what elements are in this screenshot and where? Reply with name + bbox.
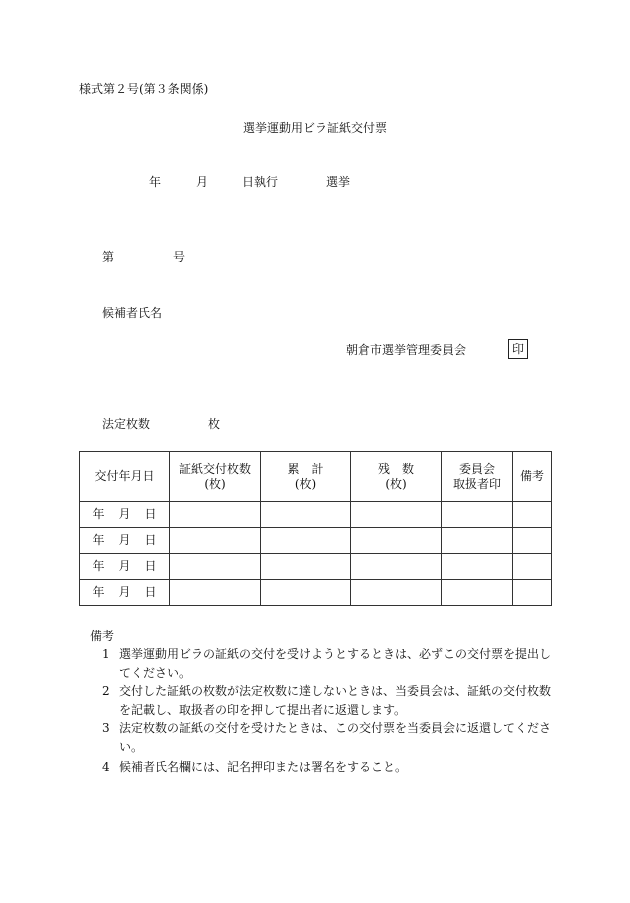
remark-item [102, 719, 552, 757]
election-label: 選挙 [326, 175, 351, 189]
legal-count-label: 法定枚数 [102, 417, 151, 431]
committee-seal-cell[interactable] [442, 580, 513, 606]
remaining-cell[interactable] [351, 580, 442, 606]
remark-number: 2 [102, 684, 110, 698]
header-stamps-issued: 証紙交付枚数 (枚) [170, 452, 261, 502]
remarks-title: 備考 [90, 629, 115, 643]
remaining-cell[interactable] [351, 502, 442, 528]
issue-date-cell[interactable]: 年 月 日 [80, 554, 170, 580]
stamps-issued-cell[interactable] [170, 502, 261, 528]
table-row [80, 554, 552, 580]
remark-number: 4 [102, 760, 110, 774]
remarks-cell[interactable] [513, 502, 552, 528]
stamps-issued-cell[interactable] [170, 528, 261, 554]
remarks-cell[interactable] [513, 528, 552, 554]
number-prefix: 第 [102, 250, 115, 264]
stamps-issued-cell[interactable] [170, 580, 261, 606]
header-remarks: 備考 [513, 452, 552, 502]
election-year-label: 年 [149, 175, 162, 189]
candidate-name-label: 候補者氏名 [102, 306, 163, 320]
remarks-cell[interactable] [513, 580, 552, 606]
cumulative-cell[interactable] [261, 580, 351, 606]
committee-seal-cell[interactable] [442, 502, 513, 528]
remark-number: 1 [102, 647, 110, 661]
election-month-label: 月 [196, 175, 209, 189]
remark-text: 候補者氏名欄には、記名押印または署名をすること。 [119, 760, 408, 774]
document-title: 選挙運動用ビラ証紙交付票 [242, 121, 387, 135]
remark-text: 選挙運動用ビラの証紙の交付を受けようとするときは、必ずこの交付票を提出してください。 [119, 647, 552, 680]
remark-number: 3 [102, 721, 110, 735]
seal-stamp-box: 印 [508, 339, 528, 359]
legal-count-unit: 枚 [208, 417, 221, 431]
header-remaining: 残 数 (枚) [351, 452, 442, 502]
remaining-cell[interactable] [351, 528, 442, 554]
remark-item [102, 758, 552, 777]
issue-date-cell[interactable]: 年 月 日 [80, 580, 170, 606]
remark-item [102, 645, 552, 683]
election-day-label: 日執行 [242, 175, 279, 189]
header-cumulative: 累 計 (枚) [261, 452, 351, 502]
cumulative-cell[interactable] [261, 554, 351, 580]
remark-item [102, 682, 552, 720]
header-committee-seal: 委員会 取扱者印 [442, 452, 513, 502]
committee-name: 朝倉市選挙管理委員会 [346, 343, 467, 357]
header-issue-date: 交付年月日 [80, 452, 170, 502]
form-number: 様式第２号(第３条関係) [79, 82, 209, 96]
table-row [80, 502, 552, 528]
committee-seal-cell[interactable] [442, 528, 513, 554]
cumulative-cell[interactable] [261, 528, 351, 554]
stamps-issued-cell[interactable] [170, 554, 261, 580]
issue-date-cell[interactable]: 年 月 日 [80, 502, 170, 528]
issuance-record-table [79, 451, 552, 606]
remark-text: 交付した証紙の枚数が法定枚数に達しないときは、当委員会は、証紙の交付枚数を記載し、取扱者の印を押して提出者に返還します。 [119, 684, 552, 717]
committee-seal-cell[interactable] [442, 554, 513, 580]
issue-date-cell[interactable]: 年 月 日 [80, 528, 170, 554]
remark-text: 法定枚数の証紙の交付を受けたときは、この交付票を当委員会に返還してください。 [119, 721, 552, 754]
table-row [80, 580, 552, 606]
table-row [80, 528, 552, 554]
remarks-cell[interactable] [513, 554, 552, 580]
number-suffix: 号 [173, 250, 186, 264]
cumulative-cell[interactable] [261, 502, 351, 528]
remaining-cell[interactable] [351, 554, 442, 580]
table-header-row [80, 452, 552, 502]
